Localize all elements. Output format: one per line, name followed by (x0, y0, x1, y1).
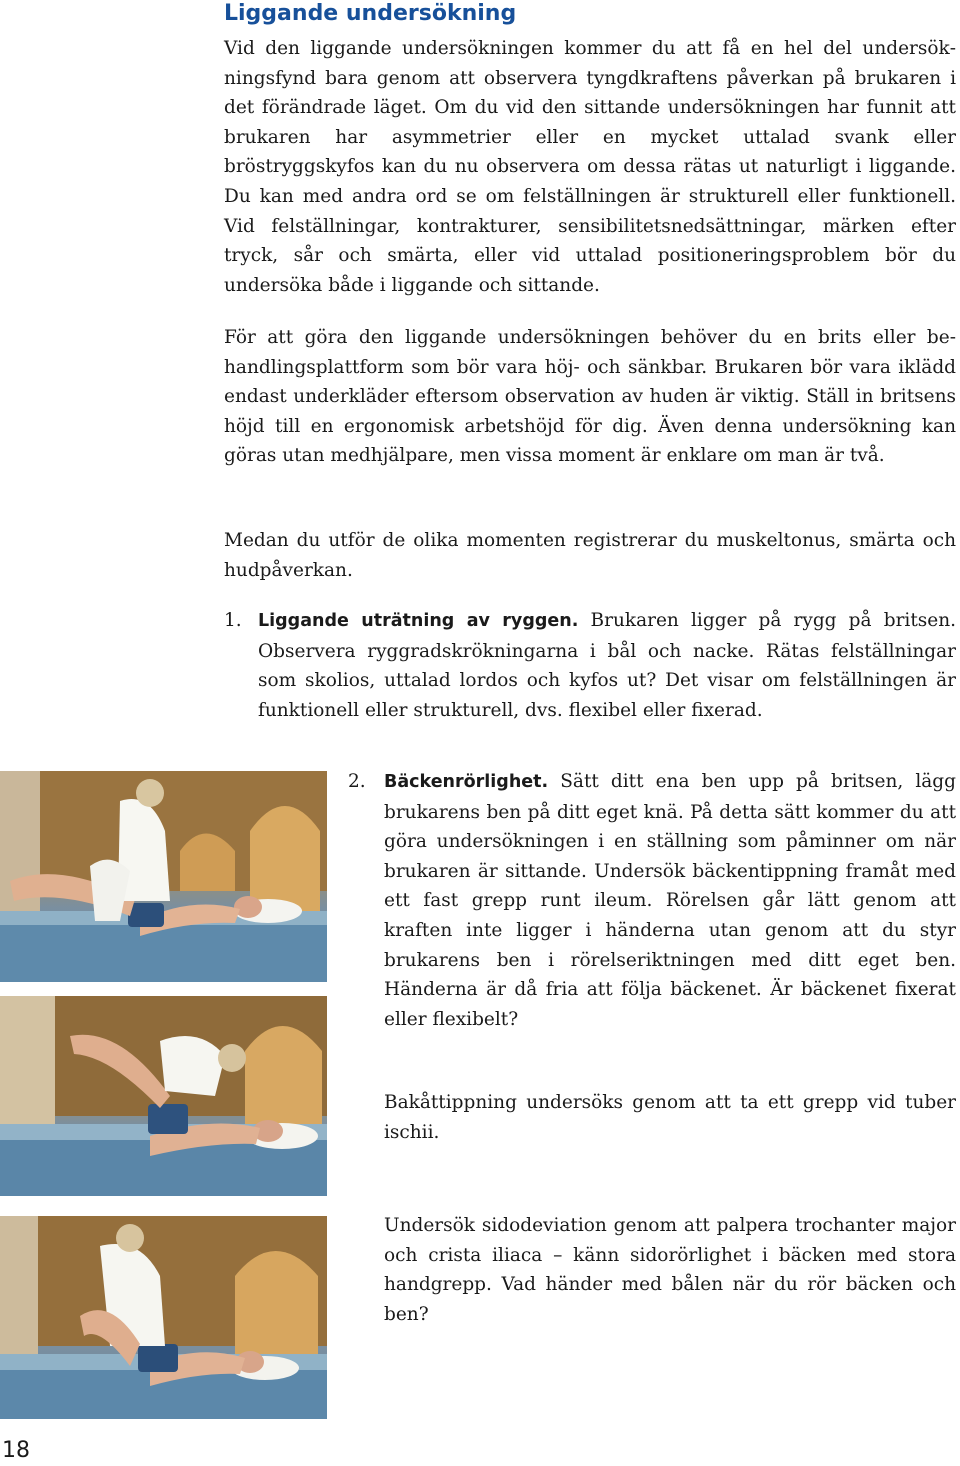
list-item-text: Brukaren ligger på rygg på britsen. Observera ryggradskrökningarna i bål och nacke. Rätas felställningar som skolios, uttalad lordos och kyfos ut? Det visar om felställningen är funktionell eller strukturell, dvs. flexibel eller fixerad. (258, 610, 956, 721)
list-item-title: Bäckenrörlighet. (384, 772, 549, 792)
exam-photo-2 (0, 996, 327, 1196)
page-number: 18 (2, 1438, 30, 1463)
list-item-pelvic-mobility (348, 767, 956, 1034)
list-item-back-straightening (224, 606, 956, 725)
list-item-text: Sätt ditt ena ben upp på britsen, lägg brukarens ben på ditt eget knä. På detta sätt kommer du att göra undersökningen i en ställning som påminner om när brukaren är sittande. Undersök bäckentippning framåt med ett fast grepp runt ileum. Rörelsen går lätt genom att kraften inte ligger i händerna utan genom att du styr brukarens ben i rörelseriktningen med ditt eget ben. Händerna är då fria att följa bäckenet. Är bäckenet fixerat eller flexibelt? (384, 771, 956, 1030)
exam-photo-1 (0, 771, 327, 982)
tilt-paragraph: Bakåttippning undersöks genom att ta ett grepp vid tuber ischii. (384, 1092, 956, 1143)
section-heading: Liggande undersökning (224, 1, 517, 26)
list-number: 2. (348, 771, 366, 792)
deviation-paragraph: Undersök sidodeviation genom att palpera trochanter major och crista iliaca – känn sidorörlighet i bäcken med stora handgrepp. Vad händer med bålen när du rör bäcken och ben? (384, 1215, 956, 1325)
equipment-paragraph: För att göra den liggande undersökningen behöver du en brits eller behandlingsplattform som bör vara höj- och sänkbar. Brukaren bör vara iklädd endast underkläder eftersom observation av huden är viktig. Ställ in britsens höjd till en ergonomisk arbetshöjd för dig. Även denna undersökning kan göras utan medhjälpare, men vissa moment är enklare om man är två. (224, 327, 956, 467)
list-item-body (384, 767, 956, 1034)
exam-photo-3 (0, 1216, 327, 1419)
list-item-body (258, 606, 956, 725)
list-item-title: Liggande uträtning av ryggen. (258, 611, 579, 631)
list-number: 1. (224, 610, 242, 631)
registration-paragraph: Medan du utför de olika momenten registrerar du muskeltonus, smärta och hudpåverkan. (224, 530, 956, 581)
intro-paragraph: Vid den liggande undersökningen kommer du att få en hel del undersökningsfynd bara genom att observera tyngdkraftens påverkan på brukaren i det förändrade läget. Om du vid den sittande undersökningen har funnit att brukaren har asymmetrier eller en mycket uttalad svank eller bröstryggskyfos kan du nu observera om dessa rätas ut naturligt i liggande. Du kan med andra ord se om felställningen är strukturell eller funktionell. Vid felställningar, kontrakturer, sensibilitetsnedsättningar, märken efter tryck, sår och smärta, eller vid uttalad positioneringsproblem bör du undersöka både i liggande och sittande. (224, 38, 956, 296)
